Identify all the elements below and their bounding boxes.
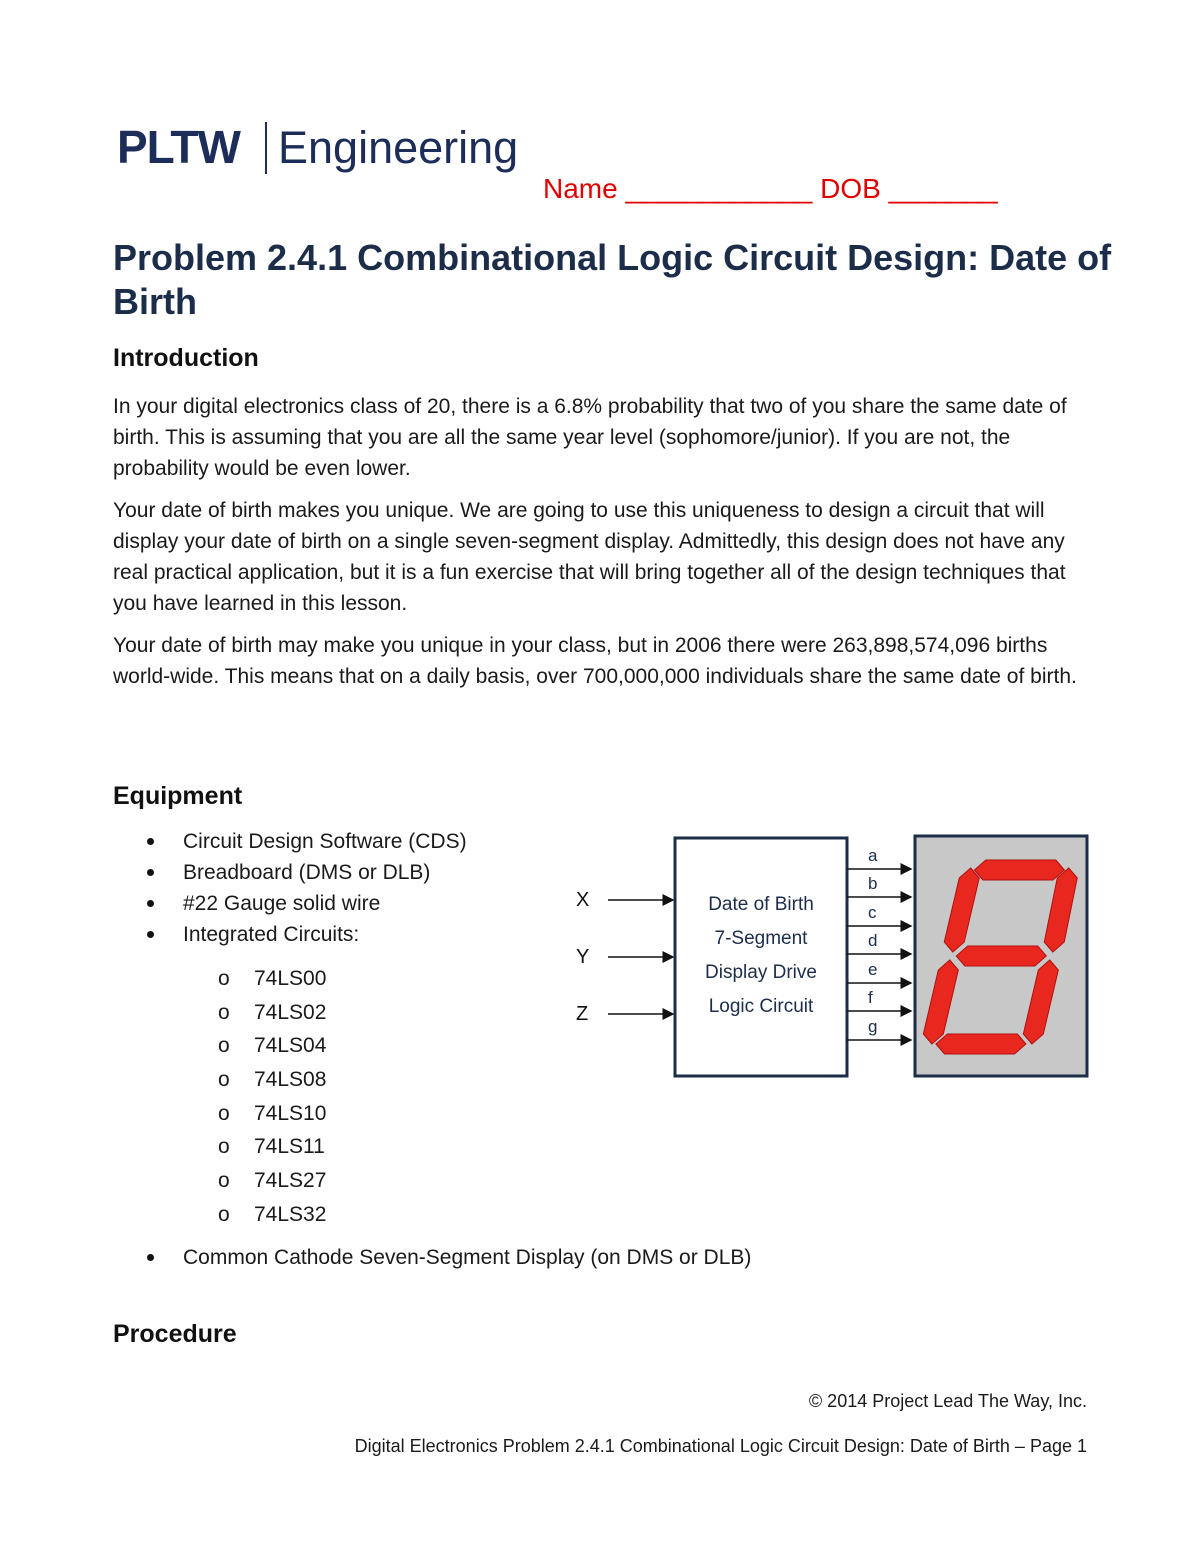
output-label-e: e <box>868 960 878 979</box>
list-item: Integrated Circuits: <box>113 919 467 950</box>
block-line-2: 7-Segment <box>714 928 808 949</box>
ic-list <box>218 962 326 1232</box>
output-label-g: g <box>868 1017 878 1036</box>
segment-g <box>955 946 1048 966</box>
output-label-a: a <box>868 846 878 865</box>
input-label-y: Y <box>576 946 590 968</box>
block-line-4: Logic Circuit <box>708 996 814 1017</box>
list-item: Circuit Design Software (CDS) <box>113 826 467 857</box>
introduction-heading: Introduction <box>113 344 259 372</box>
ic-item: o 74LS10 <box>218 1097 326 1131</box>
output-label-b: b <box>868 874 878 893</box>
seven-segment-circuit-diagram <box>570 830 1092 1082</box>
list-item: Breadboard (DMS or DLB) <box>113 857 467 888</box>
list-item: #22 Gauge solid wire <box>113 888 467 919</box>
ic-item: o 74LS02 <box>218 996 326 1030</box>
output-label-d: d <box>868 931 878 950</box>
procedure-heading: Procedure <box>113 1320 237 1348</box>
ic-item: o 74LS27 <box>218 1164 326 1198</box>
logo-brand: PLTW <box>117 121 240 173</box>
input-label-z: Z <box>576 1003 589 1025</box>
input-label-x: X <box>576 889 590 911</box>
intro-paragraph-3: Your date of birth may make you unique in your class, but in 2006 there were 263,898,574,096 births world-wide. This means that on a daily basis, over 700,000,000 individuals share the same date of birth. <box>113 634 1077 688</box>
block-line-3: Display Drive <box>705 962 817 983</box>
segment-a <box>973 860 1066 880</box>
equipment-list-continued <box>113 1242 751 1273</box>
logo-product: Engineering <box>278 122 519 173</box>
ic-item: o 74LS04 <box>218 1029 326 1063</box>
ic-item: o 74LS08 <box>218 1063 326 1097</box>
segment-d <box>935 1034 1028 1054</box>
intro-paragraph-2: Your date of birth makes you unique. We are going to use this uniqueness to design a circuit that will display your date of birth on a single seven-segment display. Admittedly, this design does not have any real practical application, but it is a fun exercise that will bring together all of the design techniques that you have learned in this lesson. <box>113 499 1066 615</box>
copyright-text: © 2014 Project Lead The Way, Inc. <box>808 1391 1087 1411</box>
page-title: Problem 2.4.1 Combinational Logic Circuit Design: Date of Birth <box>113 237 1112 322</box>
equipment-heading: Equipment <box>113 782 243 810</box>
ic-item: o 74LS11 <box>218 1130 326 1164</box>
name-dob-field: Name ____________ DOB _______ <box>543 173 998 204</box>
equipment-list <box>113 826 467 950</box>
ic-item: o 74LS32 <box>218 1198 326 1232</box>
logic-block <box>675 838 847 1076</box>
output-label-f: f <box>868 988 873 1007</box>
logo-divider <box>265 122 267 174</box>
list-item: Common Cathode Seven-Segment Display (on DMS or DLB) <box>113 1242 751 1273</box>
intro-paragraph-1: In your digital electronics class of 20, there is a 6.8% probability that two of you share the same date of birth. This is assuming that you are all the same year level (sophomore/junior). If you are not, the probability would be even lower. <box>113 395 1067 480</box>
page-footer: Digital Electronics Problem 2.4.1 Combinational Logic Circuit Design: Date of Birth – Page 1 <box>354 1436 1087 1456</box>
ic-item: o 74LS00 <box>218 962 326 996</box>
block-line-1: Date of Birth <box>708 894 814 915</box>
output-label-c: c <box>868 903 877 922</box>
